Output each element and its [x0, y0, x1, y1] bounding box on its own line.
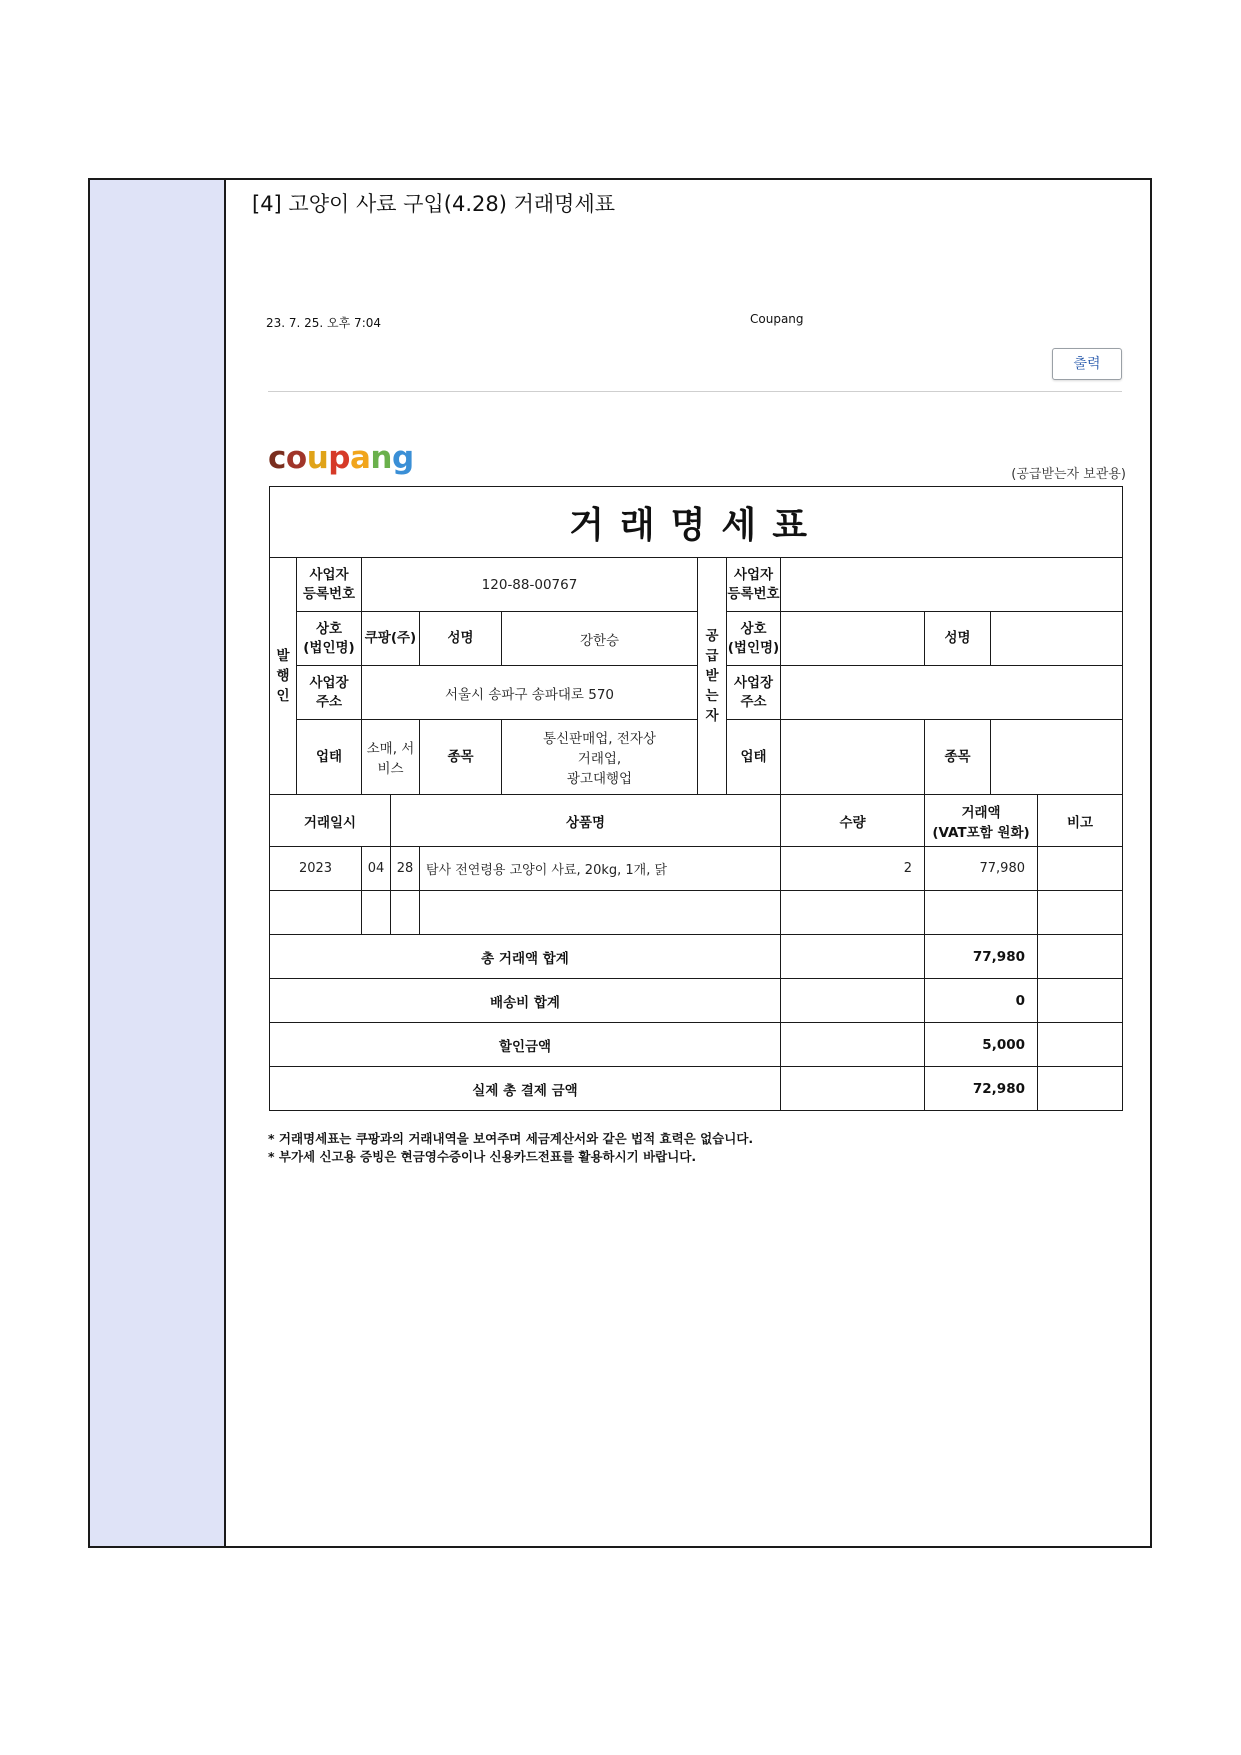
summary-row: [270, 1067, 1123, 1111]
item-amount: 77,980: [925, 847, 1038, 891]
receiver-biz-no-label: 사업자 등록번호: [727, 558, 781, 612]
item-day: [391, 891, 420, 935]
summary-label: 할인금액: [270, 1023, 781, 1067]
issuer-address-label: 사업장 주소: [297, 666, 362, 720]
logo-letter: g: [391, 440, 414, 476]
receiver-name: [991, 612, 1123, 666]
content-area: [226, 180, 1150, 1546]
summary-value: 0: [925, 979, 1038, 1023]
summary-qty: [781, 1023, 925, 1067]
footnote: * 부가세 신고용 증빙은 현금영수증이나 신용카드전표를 활용하시기 바랍니다.: [268, 1149, 697, 1164]
item-qty: [781, 891, 925, 935]
item-month: 04: [362, 847, 391, 891]
summary-note: [1038, 1067, 1123, 1111]
issuer-item-label: 종목: [420, 720, 502, 795]
table-row: [270, 891, 1123, 935]
item-year: 2023: [270, 847, 362, 891]
col-header-product: 상품명: [391, 795, 781, 847]
issuer-name-label: 성명: [420, 612, 502, 666]
receiver-biz-type: [781, 720, 925, 795]
item-product: [420, 891, 781, 935]
print-datetime: 23. 7. 25. 오후 7:04: [266, 316, 382, 330]
document-frame: [88, 178, 1152, 1548]
receiver-side-label: 공 급 받 는 자: [698, 558, 727, 795]
col-header-qty: 수량: [781, 795, 925, 847]
coupang-logo: [268, 440, 414, 476]
summary-qty: [781, 1067, 925, 1111]
item-note: [1038, 891, 1123, 935]
receiver-company: [781, 612, 925, 666]
print-site-name: Coupang: [750, 312, 804, 326]
statement-table: [269, 486, 1123, 1111]
issuer-biz-no-label: 사업자 등록번호: [297, 558, 362, 612]
logo-letter: a: [349, 440, 371, 476]
item-qty: 2: [781, 847, 925, 891]
item-year: [270, 891, 362, 935]
section-heading: [4] 고양이 사료 구입(4.28) 거래명세표: [252, 192, 616, 216]
summary-qty: [781, 979, 925, 1023]
item-amount: [925, 891, 1038, 935]
summary-note: [1038, 1023, 1123, 1067]
logo-letter: u: [306, 440, 329, 476]
issuer-company-label: 상호 (법인명): [297, 612, 362, 666]
statement-title: 거래명세표: [270, 487, 1123, 558]
summary-label: 배송비 합계: [270, 979, 781, 1023]
issuer-biz-type-label: 업태: [297, 720, 362, 795]
logo-letter: p: [328, 440, 350, 476]
issuer-biz-type: 소매, 서비스: [362, 720, 420, 795]
logo-letter: c: [268, 440, 286, 476]
receiver-biz-type-label: 업태: [727, 720, 781, 795]
table-row: [270, 847, 1123, 891]
receiver-item: [991, 720, 1123, 795]
logo-letter: o: [285, 440, 307, 476]
summary-value: 77,980: [925, 935, 1038, 979]
divider: [268, 391, 1122, 392]
receiver-biz-no: [781, 558, 1123, 612]
summary-row: [270, 979, 1123, 1023]
summary-qty: [781, 935, 925, 979]
issuer-address: 서울시 송파구 송파대로 570: [362, 666, 698, 720]
issuer-biz-no: 120-88-00767: [362, 558, 698, 612]
receiver-address-label: 사업장 주소: [727, 666, 781, 720]
print-button[interactable]: 출력: [1052, 348, 1122, 380]
item-month: [362, 891, 391, 935]
item-note: [1038, 847, 1123, 891]
receiver-address: [781, 666, 1123, 720]
footnotes: [268, 1130, 753, 1166]
summary-row: [270, 1023, 1123, 1067]
summary-value: 5,000: [925, 1023, 1038, 1067]
left-margin-column: [90, 180, 226, 1546]
footnote: * 거래명세표는 쿠팡과의 거래내역을 보여주며 세금계산서와 같은 법적 효력은 없습니다.: [268, 1131, 754, 1146]
item-day: 28: [391, 847, 420, 891]
summary-note: [1038, 935, 1123, 979]
copy-tag: (공급받는자 보관용): [1011, 467, 1126, 482]
receiver-name-label: 성명: [925, 612, 991, 666]
summary-row: [270, 935, 1123, 979]
col-header-note: 비고: [1038, 795, 1123, 847]
col-header-date: 거래일시: [270, 795, 391, 847]
summary-value: 72,980: [925, 1067, 1038, 1111]
logo-letter: n: [370, 440, 392, 476]
summary-label: 실제 총 결제 금액: [270, 1067, 781, 1111]
receiver-company-label: 상호 (법인명): [727, 612, 781, 666]
issuer-name: 강한승: [502, 612, 698, 666]
issuer-side-label: 발 행 인: [270, 558, 297, 795]
col-header-amount: 거래액 (VAT포함 원화): [925, 795, 1038, 847]
issuer-item: 통신판매업, 전자상 거래업, 광고대행업: [502, 720, 698, 795]
item-product: 탐사 전연령용 고양이 사료, 20kg, 1개, 닭: [420, 847, 781, 891]
issuer-company: 쿠팡(주): [362, 612, 420, 666]
summary-label: 총 거래액 합계: [270, 935, 781, 979]
receiver-item-label: 종목: [925, 720, 991, 795]
summary-note: [1038, 979, 1123, 1023]
